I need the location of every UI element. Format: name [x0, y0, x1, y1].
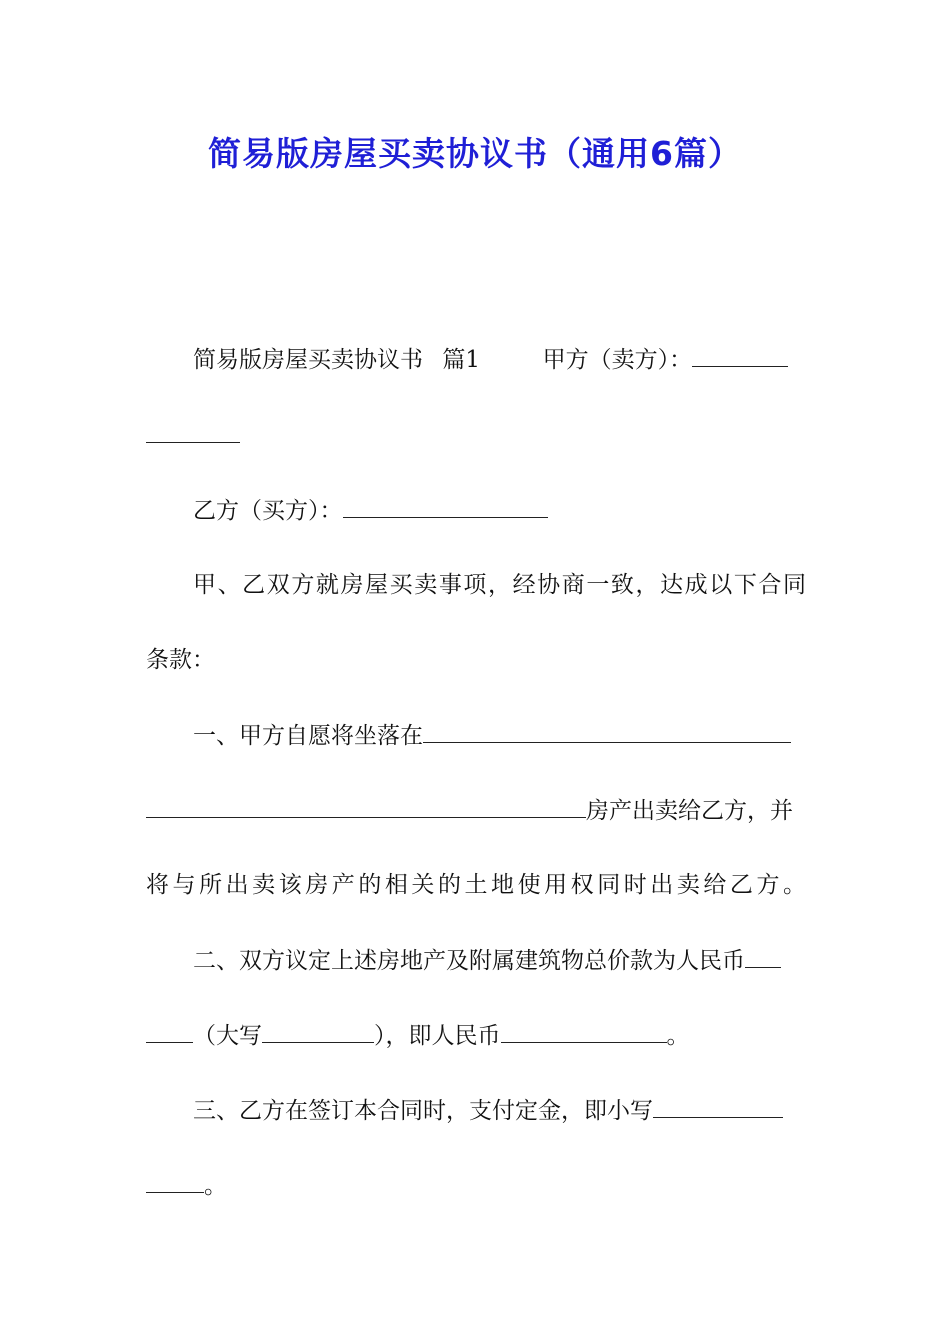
heading-line — [193, 342, 806, 377]
clause2-daxie-open: （大写 — [193, 1023, 262, 1049]
clause3-text: 三、乙方在签订本合同时，支付定金，即小写 — [193, 1098, 653, 1124]
clause2-amount-blank — [745, 943, 781, 968]
clause3-line-2 — [146, 1168, 806, 1203]
clause3-end: 。 — [204, 1173, 227, 1199]
party-b-blank — [343, 493, 548, 518]
party-a-blank-cont — [146, 418, 240, 443]
document-title: 简易版房屋买卖协议书（通用6篇） — [208, 134, 742, 173]
clause3-line-1 — [193, 1093, 806, 1128]
clause2-line-1 — [193, 943, 806, 978]
intro-line-2: 条款： — [146, 647, 215, 673]
clause2-rmb-blank — [501, 1018, 667, 1043]
clause1-text: 一、甲方自愿将坐落在 — [193, 723, 423, 749]
clause3-deposit-blank-cont — [146, 1168, 204, 1193]
clause3-deposit-blank — [653, 1093, 783, 1118]
piece-label: 篇1 — [442, 347, 480, 373]
party-a-label: 甲方（卖方）： — [542, 347, 693, 373]
clause2-amount-blank-cont — [146, 1018, 193, 1043]
section-heading: 简易版房屋买卖协议书 — [193, 347, 423, 373]
clause2-end: 。 — [666, 1023, 690, 1049]
clause2-text: 二、双方议定上述房地产及附属建筑物总价款为人民币 — [193, 948, 745, 974]
clause1-tail: 房产出卖给乙方，并 — [586, 798, 793, 824]
party-a-blank — [692, 342, 788, 367]
clause1-location-blank-cont — [146, 793, 586, 818]
party-b-line — [193, 493, 806, 528]
party-b-label: 乙方（买方）： — [193, 498, 343, 524]
clause1-line-1 — [193, 718, 806, 753]
clause1-line-2 — [146, 793, 806, 828]
clause1-line-3: 将与所出卖该房产的相关的土地使用权同时出卖给乙方。 — [146, 872, 806, 898]
clause2-line-2 — [146, 1018, 806, 1053]
party-a-blank-cont-line — [146, 418, 806, 453]
intro-line-1: 甲、乙双方就房屋买卖事项，经协商一致，达成以下合同 — [193, 572, 806, 598]
clause2-daxie-blank — [262, 1018, 374, 1043]
clause2-mid: ），即人民币 — [374, 1023, 501, 1049]
clause1-location-blank — [423, 718, 791, 743]
